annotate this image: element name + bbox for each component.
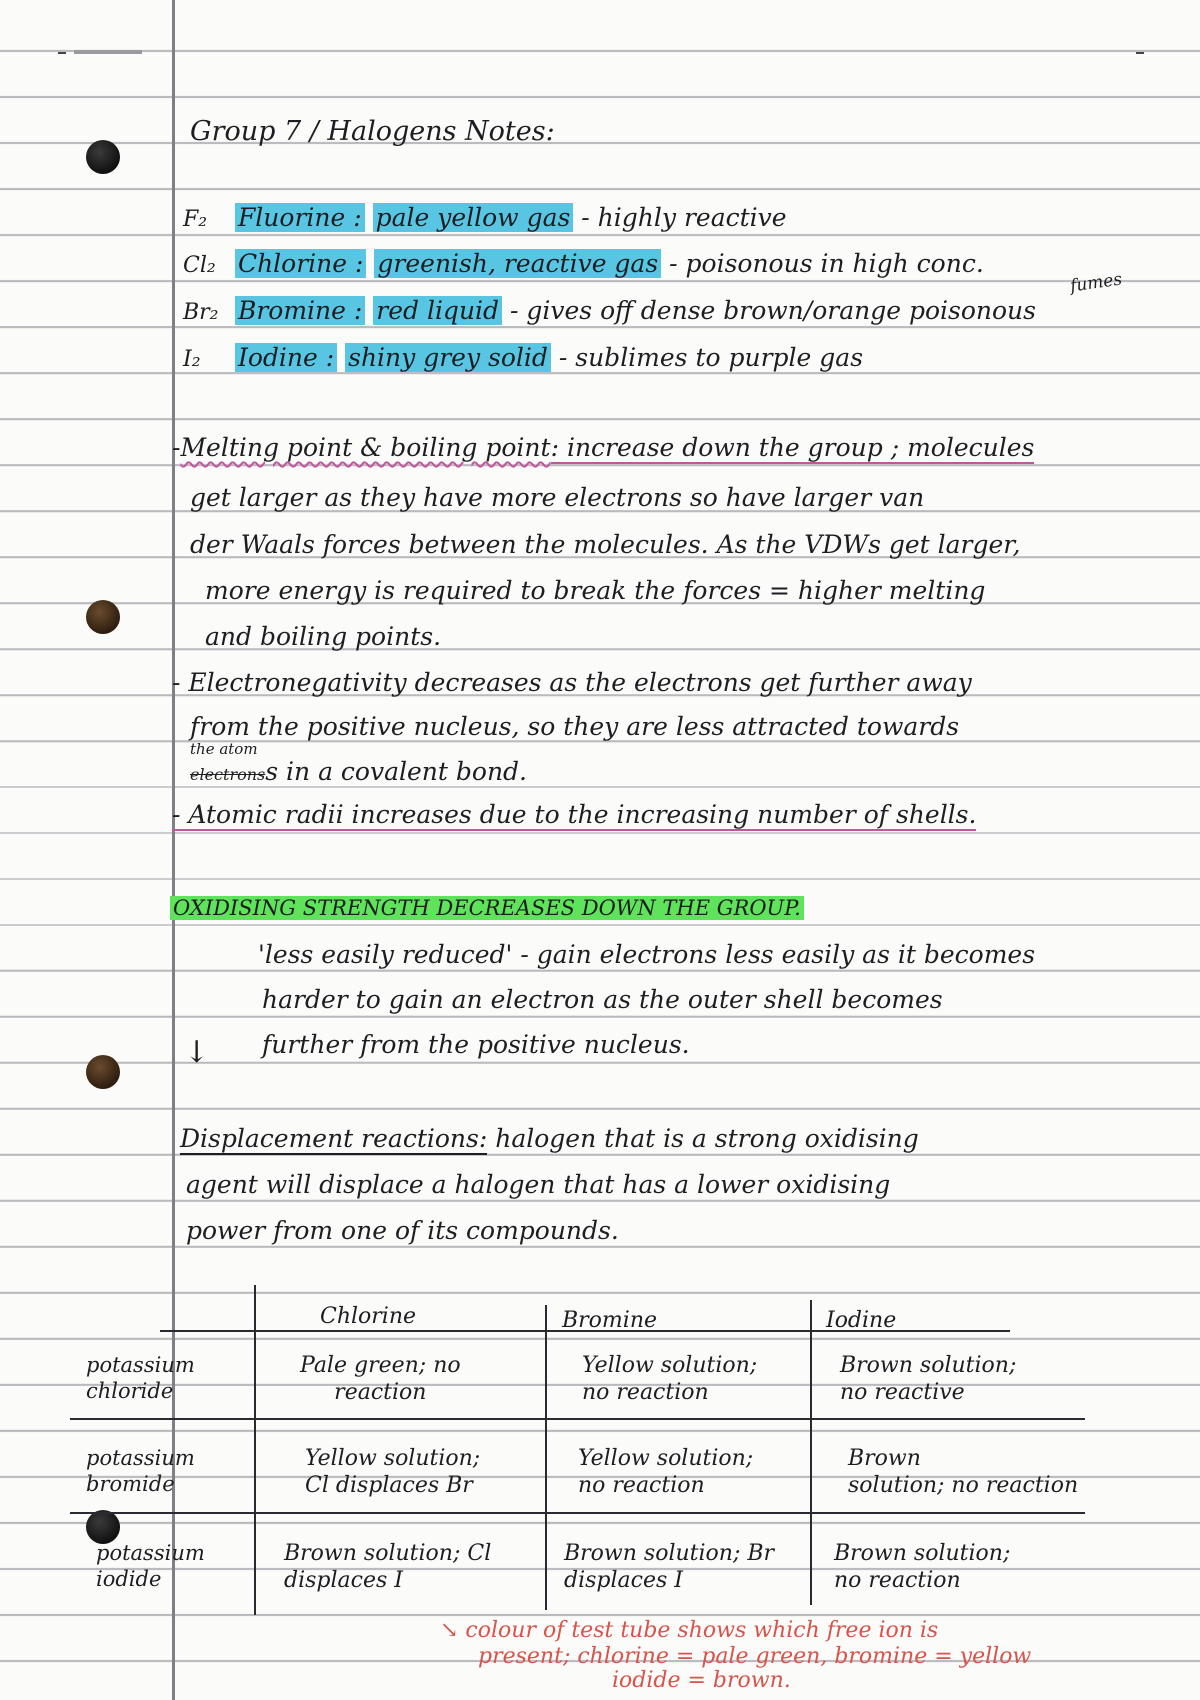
element-symbol: Cl₂ [183,253,216,278]
element-symbol: Br₂ [183,300,219,325]
table-cell-line: Brown solution; Cl [284,1541,492,1566]
table-divider [70,1512,1085,1514]
table-cell-line: no reactive [840,1380,965,1405]
element-symbol: F₂ [183,207,208,232]
table-divider [810,1300,812,1605]
mp-bp-line-4: more energy is required to break the forces = higher melting [205,576,986,605]
element-name: Iodine : [235,343,337,372]
top-dash [74,50,142,54]
oxidising-heading: OXIDISING STRENGTH DECREASES DOWN THE GROUP. [170,896,804,920]
table-column-header: Bromine [562,1308,658,1333]
table-cell [840,1352,1016,1406]
element-description: red liquid [373,296,502,325]
table-row-header [96,1540,205,1592]
table-cell [564,1540,774,1594]
page-title: Group 7 / Halogens Notes: [190,116,555,147]
table-cell [305,1445,480,1499]
element-description: shiny grey solid [345,343,551,372]
table-cell-line: Cl displaces Br [305,1473,473,1498]
table-cell [582,1352,757,1406]
row-header-line: chloride [86,1379,174,1403]
table-row-header [86,1352,195,1404]
table-cell-line: Yellow solution; [305,1446,481,1471]
displacement-line-3: power from one of its compounds. [186,1216,619,1245]
element-description: greenish, reactive gas [374,249,661,278]
punch-hole [86,140,120,174]
displacement-line-2: agent will displace a halogen that has a lower oxidising [186,1170,891,1199]
table-divider [254,1285,256,1615]
table-cell-line: no reaction [834,1568,961,1593]
struck-text: electrons [190,765,266,784]
table-cell [300,1352,461,1406]
mp-bp-heading: Melting point & boiling point [180,433,551,462]
table-cell-line: Brown solution; Br [564,1541,775,1566]
table-cell-line: solution; no reaction [848,1473,1079,1498]
electronegativity-end: s in a covalent bond. [265,757,527,786]
element-note: - highly reactive [581,203,787,232]
element-name: Fluorine : [235,203,365,232]
punch-hole [86,600,120,634]
table-divider [70,1418,1085,1420]
oxidising-line-2: harder to gain an electron as the outer shell becomes [262,985,943,1014]
inserted-text: the atom [190,740,258,758]
table-cell-line: Brown solution; [840,1353,1017,1378]
table-cell-line: Pale green; no [300,1353,461,1378]
mp-bp-line-2: get larger as they have more electrons so have larger van [190,483,925,512]
oxidising-line-3: further from the positive nucleus. [262,1030,690,1059]
footnote-line-3: iodide = brown. [612,1668,791,1693]
punch-hole [86,1510,120,1544]
displacement-label: Displacement reactions: [180,1124,488,1153]
table-cell-line: Brown [848,1446,921,1471]
table-cell [284,1540,491,1594]
fumes-note: fumes [1068,269,1124,297]
displacement-line-1 [180,1124,919,1154]
table-cell [848,1445,1078,1499]
element-line-iodine [183,343,863,375]
mp-bp-line-5: and boiling points. [205,622,442,651]
corner-dash-right [1136,52,1144,54]
electronegativity-line-3 [190,757,527,790]
element-description: pale yellow gas [373,203,574,232]
row-header-line: bromide [86,1472,175,1496]
row-header-line: iodide [96,1567,162,1591]
down-arrow-icon: ↓ [184,1035,210,1070]
oxidising-heading-line [170,893,804,923]
table-cell-line: no reaction [582,1380,709,1405]
electronegativity-line-1: - Electronegativity decreases as the electrons get further away [172,668,972,697]
element-line-fluorine [183,203,787,235]
table-row-header [86,1445,195,1497]
table-column-header: Iodine [826,1308,897,1333]
element-note: - poisonous in high conc. [669,249,984,278]
element-note: - sublimes to purple gas [558,343,864,372]
atomic-radii-line [172,800,976,830]
table-cell-line: Brown solution; [834,1541,1011,1566]
element-name: Bromine : [235,296,365,325]
inserted-note [190,740,258,758]
element-line-chlorine [183,249,984,281]
row-header-line: potassium [96,1541,205,1565]
displacement-text: halogen that is a strong oxidising [487,1124,919,1153]
table-divider [545,1305,547,1610]
table-cell-line: Yellow solution; [582,1353,758,1378]
corner-dash-left [58,52,66,54]
row-header-line: potassium [86,1446,195,1470]
table-cell-line: Yellow solution; [578,1446,754,1471]
mp-bp-line-3: der Waals forces between the molecules. As the VDWs get larger, [190,530,1021,559]
mp-bp-line-1: -Melting point & boiling point: increase down the group ; molecules [172,433,1035,462]
footnote-line-1: ↘ colour of test tube shows which free ion is [440,1618,939,1643]
footnote-line-2: present; chlorine = pale green, bromine = yellow [478,1644,1032,1669]
mp-bp-text: : increase down the group ; molecules [550,433,1035,462]
oxidising-line-1: 'less easily reduced' - gain electrons less easily as it becomes [258,940,1036,969]
punch-hole [86,1055,120,1089]
element-name: Chlorine : [235,249,367,278]
table-cell-line: displaces I [564,1568,683,1593]
row-header-line: potassium [86,1353,195,1377]
table-cell [578,1445,753,1499]
table-column-header: Chlorine [320,1304,417,1329]
table-cell-line: no reaction [578,1473,705,1498]
table-cell [834,1540,1010,1594]
electronegativity-line-2: from the positive nucleus, so they are less attracted towards [190,712,960,741]
table-cell-line: displaces I [284,1568,403,1593]
atomic-radii-text: - Atomic radii increases due to the increasing number of shells. [172,800,977,829]
element-note: - gives off dense brown/orange poisonous [510,296,1036,325]
table-cell-line: reaction [334,1380,427,1405]
element-line-bromine [183,296,1036,328]
element-symbol: I₂ [183,347,201,372]
